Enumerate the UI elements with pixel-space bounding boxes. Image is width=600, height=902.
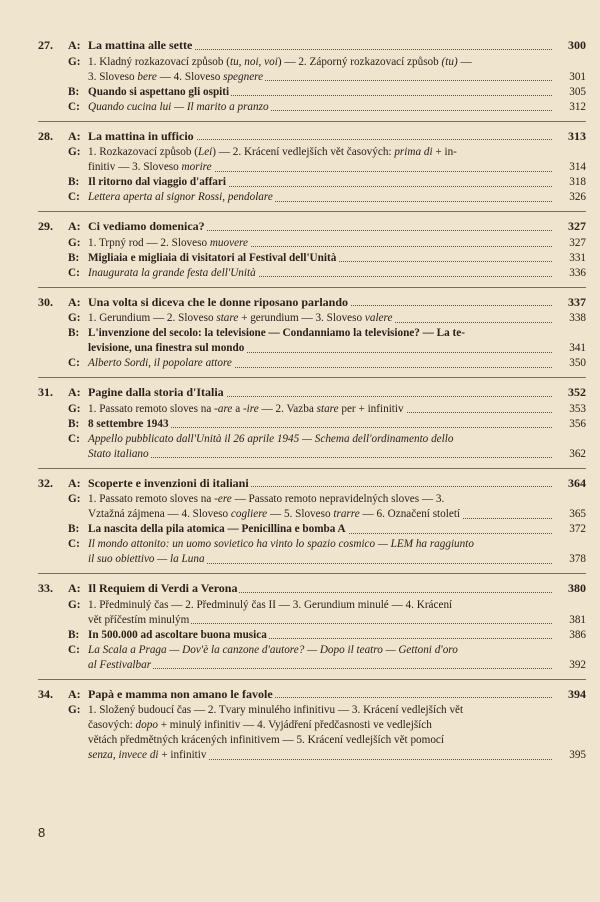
page-number: 8 (38, 825, 46, 840)
entry-letter: A: (68, 686, 81, 701)
toc-section (38, 688, 586, 770)
entry-page-number: 364 (568, 475, 586, 490)
toc-entry-line (38, 493, 586, 507)
entry-letter: B: (68, 85, 80, 98)
entry-title: finitiv — 3. Sloveso morire (88, 161, 212, 173)
entry-letter: G: (68, 493, 81, 505)
entry-page-number: 395 (569, 749, 586, 761)
entry-title: Stato italiano (88, 447, 149, 460)
entry-title: La Scala a Praga — Dov'è la canzone d'autore? — Dopo il teatro — Gettoni d'oro (88, 643, 458, 656)
entry-title: Lettera aperta al signor Rossi, pendolare (88, 191, 273, 203)
toc-entry-line (38, 101, 586, 115)
entry-page-number: 300 (568, 38, 586, 52)
dot-leader (88, 668, 552, 669)
toc-section (38, 39, 586, 122)
toc-entry-line (38, 719, 586, 733)
entry-page-number: 394 (568, 686, 586, 701)
toc-section (38, 296, 586, 379)
toc-section (38, 130, 586, 213)
toc-entry-line (38, 237, 586, 251)
entry-title: Vztažná zájmena — 4. Sloveso cogliere — 5. Sloveso trarre — 6. Označení století (88, 508, 461, 520)
entry-title: senza, invece di + infinitiv (88, 749, 207, 761)
toc-entry-line (38, 176, 586, 190)
toc-entry-line (38, 582, 586, 596)
toc-entry-line (38, 704, 586, 718)
entry-letter: B: (68, 327, 80, 339)
entry-page-number: 337 (568, 294, 586, 309)
entry-letter: G: (68, 55, 81, 68)
entry-letter: C: (68, 266, 80, 279)
entry-letter: A: (68, 38, 81, 52)
toc-section (38, 582, 586, 680)
entry-title: La nascita della pila atomica — Penicillina e bomba A (88, 523, 346, 535)
toc-entry-line (38, 161, 586, 175)
toc-entry-line (38, 614, 586, 628)
section-number: 34. (38, 686, 53, 701)
entry-page-number: 318 (569, 176, 586, 188)
entry-title: Papà e mamma non amano le favole (88, 686, 273, 701)
toc-entry-line (38, 477, 586, 491)
entry-letter: G: (68, 704, 81, 716)
entry-page-number: 341 (569, 342, 586, 354)
toc-entry-line (38, 749, 586, 763)
entry-page-number: 314 (569, 161, 586, 173)
section-number: 27. (38, 38, 53, 52)
table-of-contents (38, 39, 586, 777)
entry-title: al Festivalbar (88, 658, 152, 671)
toc-entry-line (38, 599, 586, 613)
entry-page-number: 392 (569, 658, 586, 671)
entry-letter: C: (68, 100, 80, 113)
toc-entry-line (38, 659, 586, 673)
toc-entry-line (38, 56, 586, 70)
toc-entry-line (38, 403, 586, 417)
entry-title: Migliaia e migliaia di visitatori al Festival dell'Unità (88, 251, 337, 264)
toc-entry-line (38, 433, 586, 447)
entry-letter: G: (68, 598, 81, 611)
entry-page-number: 312 (569, 100, 586, 113)
toc-entry-line (38, 86, 586, 100)
entry-title: 8 settembre 1943 (88, 417, 169, 430)
section-number: 29. (38, 219, 53, 233)
toc-section (38, 220, 586, 288)
toc-entry-line (38, 146, 586, 160)
entry-letter: G: (68, 402, 81, 415)
entry-title: In 500.000 ad ascoltare buona musica (88, 628, 267, 641)
entry-title: levisione, una finestra sul mondo (88, 342, 245, 354)
entry-title: La mattina in ufficio (88, 128, 194, 143)
entry-title: 1. Passato remoto sloves na -are a -ire — 2. Vazba stare per + infinitiv (88, 402, 404, 415)
entry-letter: A: (68, 581, 81, 595)
entry-letter: A: (68, 219, 81, 233)
toc-entry-line (38, 553, 586, 567)
entry-letter: C: (68, 643, 80, 656)
section-number: 30. (38, 294, 53, 309)
entry-page-number: 362 (569, 447, 586, 460)
entry-title: Il Requiem di Verdi a Verona (88, 581, 238, 595)
entry-title: Alberto Sordi, il popolare attore (88, 357, 232, 369)
toc-entry-line (38, 357, 586, 371)
entry-letter: C: (68, 538, 80, 550)
entry-title: 1. Rozkazovací způsob (Lei) — 2. Krácení vedlejších vět časových: prima di + in- (88, 146, 457, 158)
toc-entry-line (38, 629, 586, 643)
entry-letter: G: (68, 312, 81, 324)
toc-entry-line (38, 39, 586, 53)
entry-letter: G: (68, 236, 81, 249)
toc-entry-line (38, 386, 586, 400)
toc-section (38, 386, 586, 469)
entry-letter: C: (68, 357, 80, 369)
section-number: 28. (38, 128, 53, 143)
entry-title: 1. Gerundium — 2. Sloveso stare + gerundium — 3. Sloveso valere (88, 312, 393, 324)
entry-page-number: 338 (569, 312, 586, 324)
entry-page-number: 378 (569, 553, 586, 565)
entry-letter: B: (68, 176, 80, 188)
toc-entry-line (38, 448, 586, 462)
entry-page-number: 381 (569, 613, 586, 626)
entry-letter: A: (68, 128, 81, 143)
entry-title: 1. Trpný rod — 2. Sloveso muovere (88, 236, 248, 249)
entry-page-number: 365 (569, 508, 586, 520)
toc-entry-line (38, 130, 586, 144)
entry-title: 1. Předminulý čas — 2. Předminulý čas II — 3. Gerundium minulé — 4. Krácení (88, 598, 453, 611)
entry-letter: G: (68, 146, 81, 158)
toc-entry-line (38, 267, 586, 281)
entry-page-number: 336 (569, 266, 586, 279)
entry-title: L'invenzione del secolo: la televisione — Condanniamo la televisione? — La te- (88, 327, 465, 339)
entry-page-number: 350 (569, 357, 586, 369)
entry-title: Appello pubblicato dall'Unità il 26 aprile 1945 — Schema dell'ordinamento dello (88, 432, 454, 445)
entry-page-number: 372 (569, 523, 586, 535)
toc-entry-line (38, 327, 586, 341)
entry-page-number: 352 (568, 385, 586, 399)
entry-page-number: 301 (569, 70, 586, 83)
entry-title: il suo obiettivo — la Luna (88, 553, 205, 565)
entry-title: Inaugurata la grande festa dell'Unità (88, 266, 256, 279)
dot-leader (88, 457, 552, 458)
toc-entry-line (38, 734, 586, 748)
entry-title: 1. Složený budoucí čas — 2. Tvary minulého infinitivu — 3. Krácení vedlejších vět (88, 704, 464, 716)
entry-title: 1. Passato remoto sloves na -ere — Passato remoto nepravidelných sloves — 3. (88, 493, 445, 505)
section-number: 31. (38, 385, 53, 399)
entry-letter: A: (68, 294, 81, 309)
entry-letter: B: (68, 523, 80, 535)
entry-letter: C: (68, 432, 80, 445)
toc-entry-line (38, 191, 586, 205)
entry-page-number: 305 (569, 85, 586, 98)
toc-entry-line (38, 418, 586, 432)
entry-page-number: 380 (568, 581, 586, 595)
entry-letter: A: (68, 475, 81, 490)
toc-entry-line (38, 538, 586, 552)
toc-entry-line (38, 508, 586, 522)
entry-page-number: 353 (569, 402, 586, 415)
entry-title: větách předmětných krácených infinitivem — 5. Krácení vedlejších vět pomocí (88, 734, 445, 746)
entry-title: 3. Sloveso bere — 4. Sloveso spegnere (88, 70, 264, 83)
entry-title: Ci vediamo domenica? (88, 219, 205, 233)
toc-entry-line (38, 688, 586, 702)
toc-entry-line (38, 296, 586, 310)
entry-title: Una volta si diceva che le donne riposano parlando (88, 294, 349, 309)
entry-letter: C: (68, 191, 80, 203)
entry-title: Il mondo attonito: un uomo sovietico ha vinto lo spazio cosmico — LEM ha raggiunto (88, 538, 474, 550)
entry-page-number: 327 (568, 219, 586, 233)
entry-page-number: 386 (569, 628, 586, 641)
toc-entry-line (38, 312, 586, 326)
entry-title: Il ritorno dal viaggio d'affari (88, 176, 226, 188)
section-number: 32. (38, 475, 53, 490)
entry-title: Quando cucina lui — Il marito a pranzo (88, 100, 269, 113)
toc-entry-line (38, 71, 586, 85)
toc-section (38, 477, 586, 575)
entry-letter: B: (68, 628, 80, 641)
entry-title: Scoperte e invenzioni di italiani (88, 475, 249, 490)
toc-entry-line (38, 644, 586, 658)
toc-entry-line (38, 252, 586, 266)
entry-page-number: 331 (569, 251, 586, 264)
entry-letter: B: (68, 251, 80, 264)
entry-title: La mattina alle sette (88, 38, 193, 52)
toc-entry-line (38, 523, 586, 537)
toc-entry-line (38, 342, 586, 356)
section-number: 33. (38, 581, 53, 595)
entry-title: vět příčestím minulým (88, 613, 190, 626)
entry-letter: A: (68, 385, 81, 399)
toc-entry-line (38, 220, 586, 234)
entry-title: časových: dopo + minulý infinitiv — 4. Vyjádření předčasnosti ve vedlejších (88, 719, 432, 731)
entry-page-number: 326 (569, 191, 586, 203)
entry-page-number: 356 (569, 417, 586, 430)
entry-title: Pagine dalla storia d'Italia (88, 385, 224, 399)
entry-page-number: 327 (569, 236, 586, 249)
entry-page-number: 313 (568, 128, 586, 143)
entry-title: Quando si aspettano gli ospiti (88, 85, 230, 98)
entry-letter: B: (68, 417, 80, 430)
entry-title: 1. Kladný rozkazovací způsob (tu, noi, voi) — 2. Záporný rozkazovací způsob (tu) — (88, 55, 472, 68)
